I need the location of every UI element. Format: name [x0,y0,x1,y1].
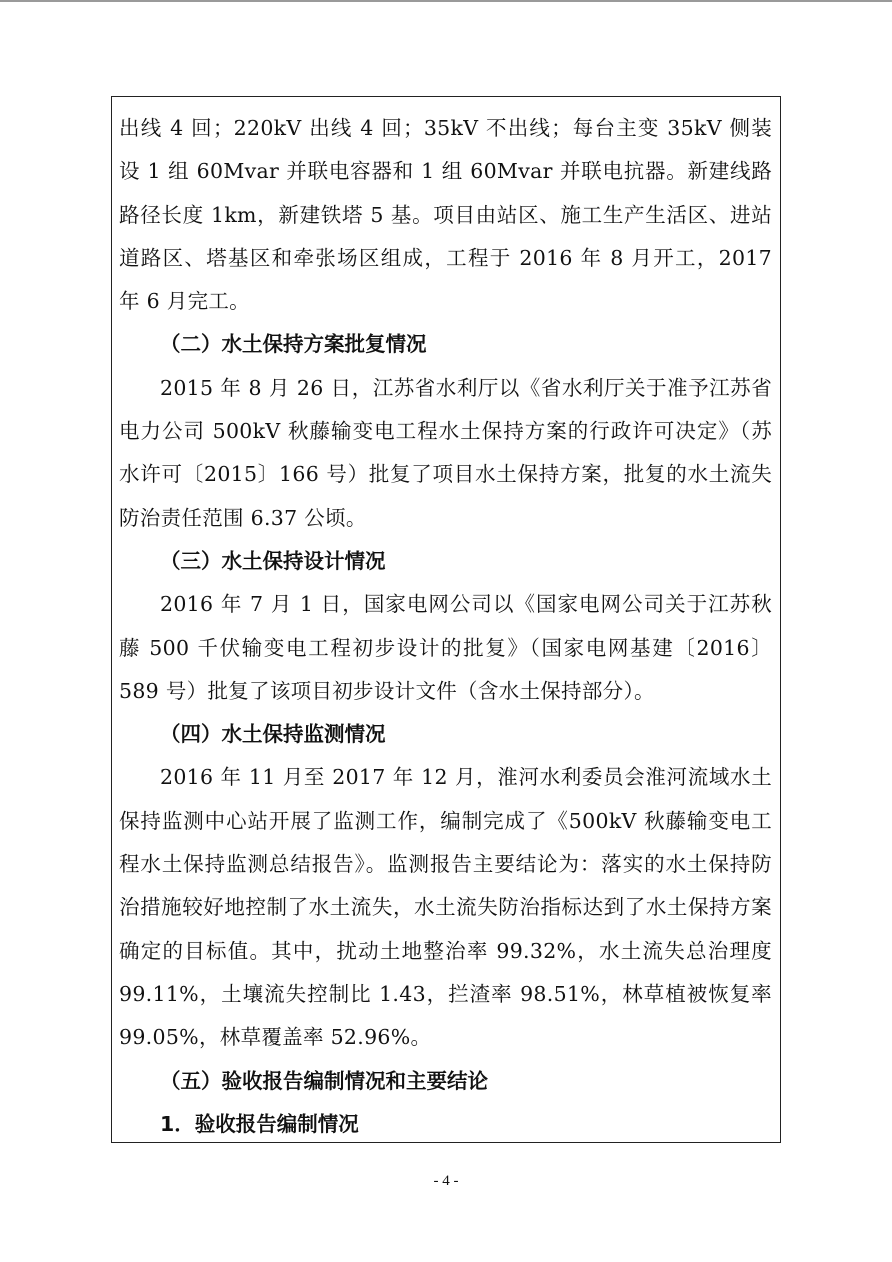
paragraph-design: 2016 年 7 月 1 日，国家电网公司以《国家电网公司关于江苏秋藤 500 千伏输变电工程初步设计的批复》（国家电网基建〔2016〕589 号）批复了该项目初步设计文件（含水土保持部分）。 [119,592,772,703]
paragraph-monitoring: 2016 年 11 月至 2017 年 12 月，淮河水利委员会淮河流域水土保持监测中心站开展了监测工作，编制完成了《500kV 秋藤输变电工程水土保持监测总结报告》。监测报告主要结论为：落实的水土保持防治措施较好地控制了水土流失，水土流失防治指标达到了水土保持方案确定的目标值。其中，扰动土地整治率 99.32%，水土流失总治理度 99.11%，土壤流失控制比 1.43，拦渣率 98.51%，林草植被恢复率 99.05%，林草覆盖率 52.96%。 [119,765,772,1050]
content-frame [111,96,781,1143]
top-border-line [0,0,892,2]
heading-plan-approval: （二）水土保持方案批复情况 [160,332,427,357]
heading-design: （三）水土保持设计情况 [160,548,386,573]
heading-acceptance-report: （五）验收报告编制情况和主要结论 [160,1068,488,1093]
page-number: - 4 - [433,1173,459,1189]
paragraph-project-overview: 出线 4 回；220kV 出线 4 回；35kV 不出线；每台主变 35kV 侧装设 1 组 60Mvar 并联电容器和 1 组 60Mvar 并联电抗器。新建线路路径长度 1km，新建铁塔 5 基。项目由站区、施工生产生活区、进站道路区、塔基区和牵张场区组成，工程于 2016 年 8 月开工，2017 年 6 月完工。 [119,116,772,314]
heading-monitoring: （四）水土保持监测情况 [160,722,386,747]
subheading-report-compilation: 1．验收报告编制情况 [160,1111,359,1136]
paragraph-plan-approval: 2015 年 8 月 26 日，江苏省水利厅以《省水利厅关于准予江苏省电力公司 500kV 秋藤输变电工程水土保持方案的行政许可决定》（苏水许可〔2015〕166 号）批复了项目水土保持方案，批复的水土流失防治责任范围 6.37 公顷。 [119,375,772,530]
